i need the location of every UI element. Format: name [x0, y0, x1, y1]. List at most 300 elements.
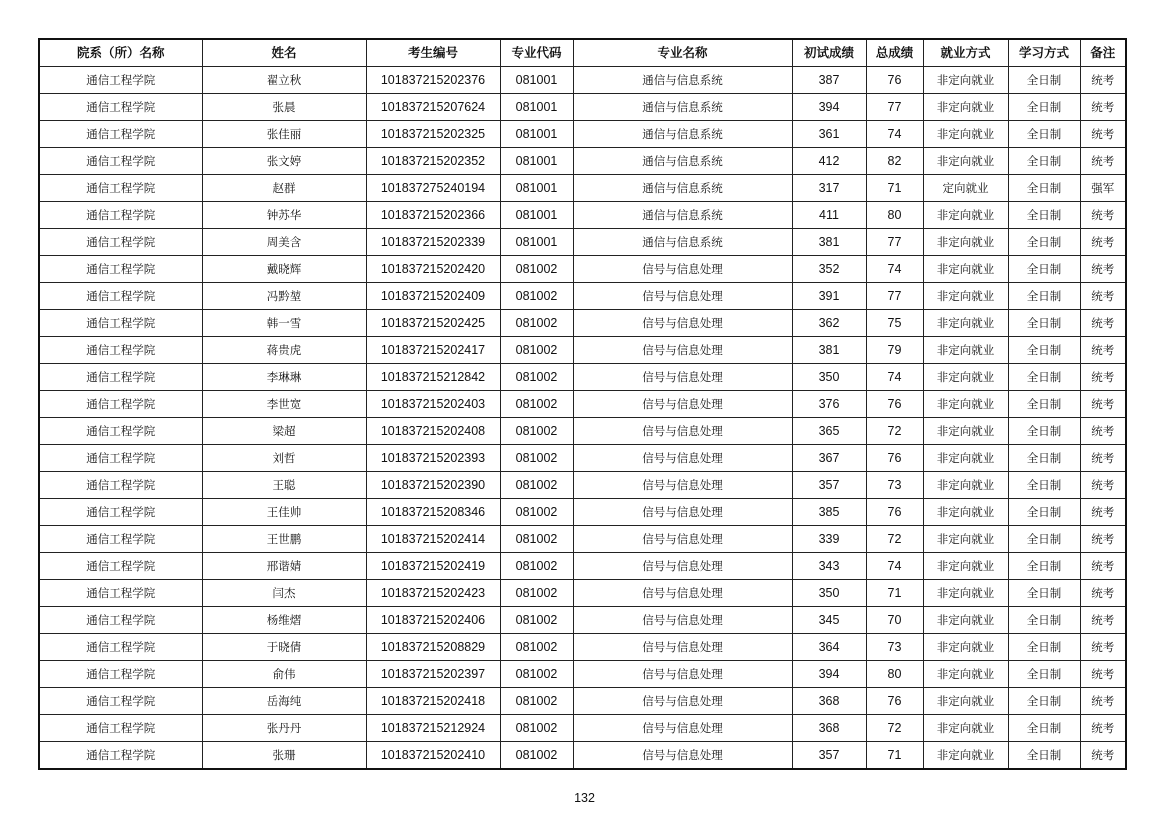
cell-total-score: 72 [866, 418, 923, 445]
cell-department: 通信工程学院 [39, 175, 202, 202]
cell-department: 通信工程学院 [39, 472, 202, 499]
cell-name: 闫杰 [202, 580, 366, 607]
table-row [39, 121, 1126, 148]
cell-name: 张晨 [202, 94, 366, 121]
cell-name: 张佳丽 [202, 121, 366, 148]
cell-candidate-id: 101837215202419 [366, 553, 500, 580]
cell-name: 张珊 [202, 742, 366, 770]
table-row [39, 526, 1126, 553]
cell-candidate-id: 101837215208829 [366, 634, 500, 661]
cell-study-mode: 全日制 [1008, 94, 1080, 121]
cell-initial-score: 412 [792, 148, 866, 175]
cell-major-name: 通信与信息系统 [573, 148, 792, 175]
cell-remarks: 统考 [1080, 526, 1126, 553]
cell-initial-score: 364 [792, 634, 866, 661]
cell-study-mode: 全日制 [1008, 391, 1080, 418]
cell-study-mode: 全日制 [1008, 661, 1080, 688]
cell-initial-score: 352 [792, 256, 866, 283]
cell-total-score: 71 [866, 580, 923, 607]
cell-study-mode: 全日制 [1008, 283, 1080, 310]
cell-major-name: 通信与信息系统 [573, 94, 792, 121]
admission-table [38, 38, 1127, 770]
cell-employment-type: 非定向就业 [923, 229, 1008, 256]
cell-candidate-id: 101837215202339 [366, 229, 500, 256]
cell-study-mode: 全日制 [1008, 526, 1080, 553]
header-initial-score: 初试成绩 [792, 39, 866, 67]
cell-study-mode: 全日制 [1008, 121, 1080, 148]
cell-initial-score: 394 [792, 661, 866, 688]
cell-name: 邢谐婧 [202, 553, 366, 580]
cell-candidate-id: 101837215202410 [366, 742, 500, 770]
cell-remarks: 统考 [1080, 256, 1126, 283]
table-body [39, 67, 1126, 770]
cell-candidate-id: 101837215202420 [366, 256, 500, 283]
cell-remarks: 统考 [1080, 472, 1126, 499]
cell-study-mode: 全日制 [1008, 472, 1080, 499]
cell-department: 通信工程学院 [39, 634, 202, 661]
cell-major-name: 信号与信息处理 [573, 499, 792, 526]
cell-major-code: 081002 [500, 283, 573, 310]
cell-name: 王聪 [202, 472, 366, 499]
cell-total-score: 71 [866, 742, 923, 770]
cell-remarks: 统考 [1080, 580, 1126, 607]
cell-total-score: 77 [866, 94, 923, 121]
cell-remarks: 统考 [1080, 499, 1126, 526]
cell-department: 通信工程学院 [39, 553, 202, 580]
cell-employment-type: 非定向就业 [923, 526, 1008, 553]
header-remarks: 备注 [1080, 39, 1126, 67]
cell-major-name: 信号与信息处理 [573, 661, 792, 688]
table-row [39, 418, 1126, 445]
cell-initial-score: 385 [792, 499, 866, 526]
cell-employment-type: 非定向就业 [923, 445, 1008, 472]
cell-study-mode: 全日制 [1008, 67, 1080, 94]
cell-total-score: 73 [866, 472, 923, 499]
cell-name: 李琳琳 [202, 364, 366, 391]
cell-total-score: 76 [866, 391, 923, 418]
cell-total-score: 80 [866, 202, 923, 229]
cell-name: 杨维熠 [202, 607, 366, 634]
cell-major-name: 信号与信息处理 [573, 364, 792, 391]
cell-study-mode: 全日制 [1008, 742, 1080, 770]
cell-name: 李世宽 [202, 391, 366, 418]
cell-candidate-id: 101837215207624 [366, 94, 500, 121]
cell-employment-type: 非定向就业 [923, 688, 1008, 715]
cell-employment-type: 非定向就业 [923, 94, 1008, 121]
cell-remarks: 统考 [1080, 715, 1126, 742]
cell-major-name: 信号与信息处理 [573, 391, 792, 418]
table-row [39, 283, 1126, 310]
cell-employment-type: 非定向就业 [923, 148, 1008, 175]
cell-initial-score: 411 [792, 202, 866, 229]
table-row [39, 445, 1126, 472]
cell-employment-type: 非定向就业 [923, 499, 1008, 526]
cell-initial-score: 367 [792, 445, 866, 472]
table-row [39, 499, 1126, 526]
header-name: 姓名 [202, 39, 366, 67]
cell-initial-score: 381 [792, 337, 866, 364]
cell-employment-type: 非定向就业 [923, 391, 1008, 418]
cell-major-name: 信号与信息处理 [573, 580, 792, 607]
cell-employment-type: 非定向就业 [923, 283, 1008, 310]
cell-remarks: 统考 [1080, 445, 1126, 472]
cell-name: 蒋贵虎 [202, 337, 366, 364]
cell-name: 于晓倩 [202, 634, 366, 661]
cell-name: 张文婷 [202, 148, 366, 175]
cell-remarks: 统考 [1080, 553, 1126, 580]
cell-major-code: 081002 [500, 607, 573, 634]
cell-department: 通信工程学院 [39, 391, 202, 418]
cell-employment-type: 非定向就业 [923, 67, 1008, 94]
cell-total-score: 72 [866, 715, 923, 742]
cell-total-score: 75 [866, 310, 923, 337]
cell-department: 通信工程学院 [39, 94, 202, 121]
header-candidate-id: 考生编号 [366, 39, 500, 67]
cell-total-score: 72 [866, 526, 923, 553]
cell-department: 通信工程学院 [39, 526, 202, 553]
cell-study-mode: 全日制 [1008, 607, 1080, 634]
table-row [39, 256, 1126, 283]
table-row [39, 688, 1126, 715]
cell-major-code: 081001 [500, 121, 573, 148]
cell-major-code: 081002 [500, 499, 573, 526]
cell-department: 通信工程学院 [39, 229, 202, 256]
table-row [39, 391, 1126, 418]
cell-candidate-id: 101837215202366 [366, 202, 500, 229]
table-row [39, 634, 1126, 661]
cell-study-mode: 全日制 [1008, 418, 1080, 445]
cell-remarks: 统考 [1080, 607, 1126, 634]
cell-major-name: 通信与信息系统 [573, 229, 792, 256]
cell-total-score: 73 [866, 634, 923, 661]
cell-major-code: 081002 [500, 661, 573, 688]
cell-initial-score: 381 [792, 229, 866, 256]
cell-major-code: 081002 [500, 256, 573, 283]
cell-initial-score: 350 [792, 580, 866, 607]
cell-employment-type: 非定向就业 [923, 715, 1008, 742]
cell-candidate-id: 101837215202417 [366, 337, 500, 364]
table-row [39, 229, 1126, 256]
cell-major-name: 信号与信息处理 [573, 634, 792, 661]
cell-major-name: 信号与信息处理 [573, 742, 792, 770]
table-row [39, 715, 1126, 742]
cell-major-code: 081002 [500, 715, 573, 742]
cell-initial-score: 362 [792, 310, 866, 337]
cell-total-score: 74 [866, 553, 923, 580]
cell-major-name: 通信与信息系统 [573, 121, 792, 148]
cell-major-name: 信号与信息处理 [573, 337, 792, 364]
cell-employment-type: 非定向就业 [923, 121, 1008, 148]
cell-remarks: 统考 [1080, 121, 1126, 148]
cell-department: 通信工程学院 [39, 418, 202, 445]
cell-total-score: 79 [866, 337, 923, 364]
cell-name: 钟苏华 [202, 202, 366, 229]
cell-employment-type: 非定向就业 [923, 580, 1008, 607]
table-row [39, 148, 1126, 175]
cell-remarks: 统考 [1080, 148, 1126, 175]
cell-remarks: 统考 [1080, 337, 1126, 364]
cell-study-mode: 全日制 [1008, 202, 1080, 229]
cell-remarks: 统考 [1080, 634, 1126, 661]
cell-remarks: 统考 [1080, 661, 1126, 688]
header-department: 院系（所）名称 [39, 39, 202, 67]
cell-candidate-id: 101837215208346 [366, 499, 500, 526]
cell-initial-score: 394 [792, 94, 866, 121]
cell-study-mode: 全日制 [1008, 229, 1080, 256]
cell-initial-score: 345 [792, 607, 866, 634]
cell-name: 梁超 [202, 418, 366, 445]
cell-total-score: 76 [866, 67, 923, 94]
cell-employment-type: 非定向就业 [923, 742, 1008, 770]
cell-name: 刘哲 [202, 445, 366, 472]
cell-remarks: 统考 [1080, 283, 1126, 310]
cell-study-mode: 全日制 [1008, 445, 1080, 472]
header-total-score: 总成绩 [866, 39, 923, 67]
cell-major-name: 信号与信息处理 [573, 418, 792, 445]
cell-study-mode: 全日制 [1008, 634, 1080, 661]
cell-employment-type: 非定向就业 [923, 418, 1008, 445]
cell-department: 通信工程学院 [39, 364, 202, 391]
table-row [39, 553, 1126, 580]
table-row [39, 94, 1126, 121]
cell-major-code: 081002 [500, 418, 573, 445]
cell-candidate-id: 101837215202397 [366, 661, 500, 688]
cell-initial-score: 350 [792, 364, 866, 391]
cell-name: 韩一雪 [202, 310, 366, 337]
cell-candidate-id: 101837215202409 [366, 283, 500, 310]
cell-department: 通信工程学院 [39, 67, 202, 94]
cell-major-code: 081002 [500, 580, 573, 607]
cell-initial-score: 361 [792, 121, 866, 148]
cell-employment-type: 非定向就业 [923, 634, 1008, 661]
table-row [39, 742, 1126, 770]
cell-study-mode: 全日制 [1008, 310, 1080, 337]
cell-candidate-id: 101837215202408 [366, 418, 500, 445]
cell-department: 通信工程学院 [39, 202, 202, 229]
cell-department: 通信工程学院 [39, 499, 202, 526]
cell-name: 王佳帅 [202, 499, 366, 526]
cell-department: 通信工程学院 [39, 688, 202, 715]
cell-major-name: 通信与信息系统 [573, 67, 792, 94]
cell-initial-score: 317 [792, 175, 866, 202]
cell-initial-score: 368 [792, 715, 866, 742]
table-row [39, 310, 1126, 337]
cell-department: 通信工程学院 [39, 607, 202, 634]
cell-department: 通信工程学院 [39, 742, 202, 770]
cell-major-code: 081002 [500, 526, 573, 553]
cell-candidate-id: 101837215202390 [366, 472, 500, 499]
cell-major-code: 081001 [500, 67, 573, 94]
cell-total-score: 80 [866, 661, 923, 688]
cell-department: 通信工程学院 [39, 310, 202, 337]
table-row [39, 175, 1126, 202]
cell-study-mode: 全日制 [1008, 580, 1080, 607]
cell-department: 通信工程学院 [39, 715, 202, 742]
cell-remarks: 统考 [1080, 364, 1126, 391]
cell-candidate-id: 101837215202406 [366, 607, 500, 634]
cell-total-score: 74 [866, 256, 923, 283]
cell-remarks: 统考 [1080, 418, 1126, 445]
table-row [39, 364, 1126, 391]
cell-major-name: 信号与信息处理 [573, 283, 792, 310]
cell-remarks: 统考 [1080, 688, 1126, 715]
cell-remarks: 统考 [1080, 310, 1126, 337]
cell-major-code: 081002 [500, 553, 573, 580]
cell-remarks: 统考 [1080, 229, 1126, 256]
cell-major-code: 081002 [500, 364, 573, 391]
table-row [39, 337, 1126, 364]
cell-department: 通信工程学院 [39, 661, 202, 688]
table-row [39, 472, 1126, 499]
cell-initial-score: 339 [792, 526, 866, 553]
cell-initial-score: 376 [792, 391, 866, 418]
cell-candidate-id: 101837215202423 [366, 580, 500, 607]
cell-major-name: 通信与信息系统 [573, 202, 792, 229]
cell-major-code: 081001 [500, 229, 573, 256]
cell-department: 通信工程学院 [39, 580, 202, 607]
cell-major-name: 信号与信息处理 [573, 310, 792, 337]
header-study-mode: 学习方式 [1008, 39, 1080, 67]
cell-name: 周美含 [202, 229, 366, 256]
cell-initial-score: 357 [792, 742, 866, 770]
cell-employment-type: 非定向就业 [923, 256, 1008, 283]
cell-department: 通信工程学院 [39, 337, 202, 364]
cell-candidate-id: 101837215202418 [366, 688, 500, 715]
cell-total-score: 70 [866, 607, 923, 634]
cell-candidate-id: 101837215212924 [366, 715, 500, 742]
cell-department: 通信工程学院 [39, 121, 202, 148]
cell-study-mode: 全日制 [1008, 553, 1080, 580]
cell-department: 通信工程学院 [39, 445, 202, 472]
cell-major-name: 信号与信息处理 [573, 607, 792, 634]
cell-major-code: 081001 [500, 94, 573, 121]
cell-total-score: 76 [866, 499, 923, 526]
header-major-code: 专业代码 [500, 39, 573, 67]
cell-employment-type: 非定向就业 [923, 337, 1008, 364]
table-header-row [39, 39, 1126, 67]
cell-major-code: 081002 [500, 445, 573, 472]
cell-total-score: 74 [866, 121, 923, 148]
cell-study-mode: 全日制 [1008, 499, 1080, 526]
cell-major-code: 081002 [500, 742, 573, 770]
cell-name: 翟立秋 [202, 67, 366, 94]
table-row [39, 580, 1126, 607]
cell-study-mode: 全日制 [1008, 337, 1080, 364]
cell-employment-type: 定向就业 [923, 175, 1008, 202]
cell-candidate-id: 101837215202414 [366, 526, 500, 553]
cell-candidate-id: 101837275240194 [366, 175, 500, 202]
cell-initial-score: 365 [792, 418, 866, 445]
cell-candidate-id: 101837215202352 [366, 148, 500, 175]
cell-major-code: 081001 [500, 175, 573, 202]
cell-department: 通信工程学院 [39, 256, 202, 283]
cell-initial-score: 357 [792, 472, 866, 499]
cell-employment-type: 非定向就业 [923, 364, 1008, 391]
cell-remarks: 统考 [1080, 742, 1126, 770]
cell-major-code: 081002 [500, 472, 573, 499]
cell-major-name: 信号与信息处理 [573, 445, 792, 472]
cell-initial-score: 391 [792, 283, 866, 310]
cell-study-mode: 全日制 [1008, 715, 1080, 742]
cell-name: 王世鹏 [202, 526, 366, 553]
cell-total-score: 77 [866, 229, 923, 256]
cell-total-score: 76 [866, 445, 923, 472]
cell-study-mode: 全日制 [1008, 175, 1080, 202]
cell-study-mode: 全日制 [1008, 148, 1080, 175]
cell-candidate-id: 101837215202376 [366, 67, 500, 94]
cell-remarks: 统考 [1080, 67, 1126, 94]
cell-major-name: 信号与信息处理 [573, 688, 792, 715]
table-row [39, 607, 1126, 634]
table-row [39, 202, 1126, 229]
cell-employment-type: 非定向就业 [923, 310, 1008, 337]
cell-employment-type: 非定向就业 [923, 607, 1008, 634]
cell-name: 岳海纯 [202, 688, 366, 715]
cell-department: 通信工程学院 [39, 283, 202, 310]
cell-candidate-id: 101837215212842 [366, 364, 500, 391]
cell-remarks: 统考 [1080, 391, 1126, 418]
table-row [39, 661, 1126, 688]
cell-major-name: 信号与信息处理 [573, 526, 792, 553]
cell-total-score: 71 [866, 175, 923, 202]
cell-employment-type: 非定向就业 [923, 553, 1008, 580]
cell-major-name: 信号与信息处理 [573, 553, 792, 580]
cell-name: 张丹丹 [202, 715, 366, 742]
cell-candidate-id: 101837215202425 [366, 310, 500, 337]
cell-department: 通信工程学院 [39, 148, 202, 175]
page-number: 132 [574, 791, 595, 805]
cell-major-code: 081002 [500, 310, 573, 337]
cell-candidate-id: 101837215202403 [366, 391, 500, 418]
cell-name: 戴晓辉 [202, 256, 366, 283]
cell-initial-score: 387 [792, 67, 866, 94]
cell-major-code: 081001 [500, 148, 573, 175]
cell-study-mode: 全日制 [1008, 256, 1080, 283]
cell-candidate-id: 101837215202393 [366, 445, 500, 472]
cell-name: 赵群 [202, 175, 366, 202]
cell-major-name: 信号与信息处理 [573, 472, 792, 499]
cell-employment-type: 非定向就业 [923, 202, 1008, 229]
cell-employment-type: 非定向就业 [923, 472, 1008, 499]
cell-initial-score: 343 [792, 553, 866, 580]
cell-major-code: 081002 [500, 337, 573, 364]
cell-total-score: 74 [866, 364, 923, 391]
header-employment-type: 就业方式 [923, 39, 1008, 67]
cell-major-name: 通信与信息系统 [573, 175, 792, 202]
cell-total-score: 77 [866, 283, 923, 310]
cell-major-code: 081001 [500, 202, 573, 229]
cell-remarks: 统考 [1080, 94, 1126, 121]
cell-major-code: 081002 [500, 634, 573, 661]
cell-major-name: 信号与信息处理 [573, 715, 792, 742]
cell-major-code: 081002 [500, 391, 573, 418]
cell-initial-score: 368 [792, 688, 866, 715]
table-row [39, 67, 1126, 94]
cell-remarks: 强军 [1080, 175, 1126, 202]
cell-candidate-id: 101837215202325 [366, 121, 500, 148]
cell-major-code: 081002 [500, 688, 573, 715]
cell-remarks: 统考 [1080, 202, 1126, 229]
cell-name: 冯黔堃 [202, 283, 366, 310]
cell-employment-type: 非定向就业 [923, 661, 1008, 688]
cell-study-mode: 全日制 [1008, 688, 1080, 715]
cell-major-name: 信号与信息处理 [573, 256, 792, 283]
header-major-name: 专业名称 [573, 39, 792, 67]
cell-total-score: 82 [866, 148, 923, 175]
cell-name: 俞伟 [202, 661, 366, 688]
cell-study-mode: 全日制 [1008, 364, 1080, 391]
cell-total-score: 76 [866, 688, 923, 715]
